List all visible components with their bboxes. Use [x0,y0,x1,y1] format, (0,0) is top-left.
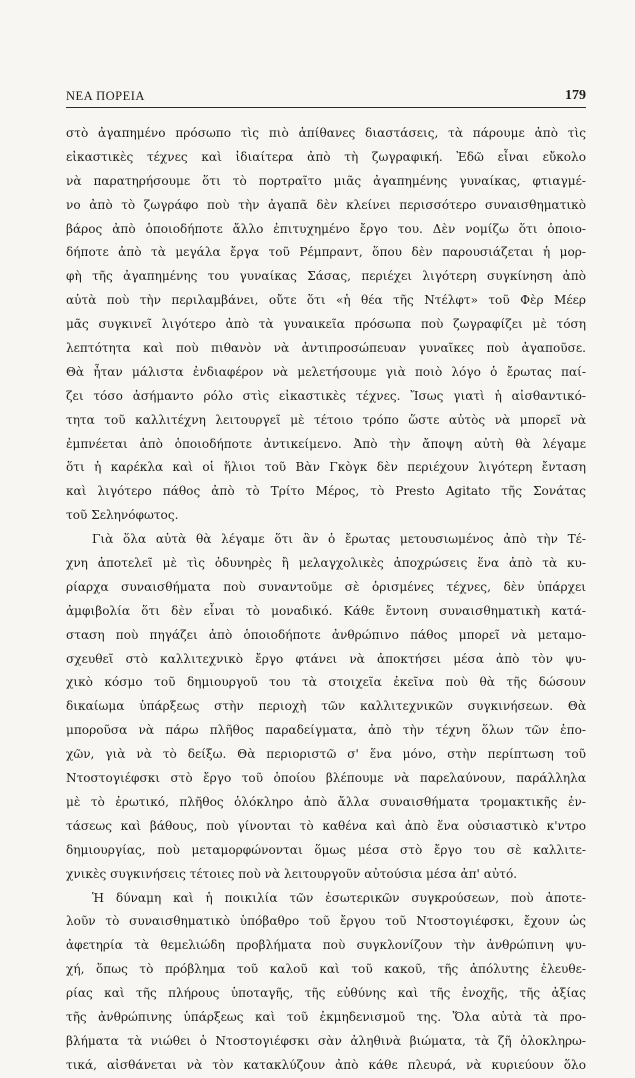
text-line: λεπτότητα καὶ ποὺ πιθανὸν νὰ ἀντιπροσώπευαν γυναῖκες ποὺ ἀγαποῦσε. [66,341,586,356]
text-line: χικὸ κόσμο τοῦ δημιουργοῦ του τὰ στοιχεῖα ἐκεῖνα ποὺ θὰ τῆς δώσουν [66,675,586,690]
text-line: χνη ἀποτελεῖ μὲ τὶς ὀδυνηρὲς ἢ μελαγχολικὲς ἀποχρώσεις ἕνα ἀπὸ τὰ κυ- [66,556,586,571]
text-line: βλήματα τὰ νιώθει ὁ Ντοστογιέφσκι σὰν ἀληθινὰ βιώματα, τὰ ζῆ ὁλοκληρω- [66,1033,586,1048]
text-line: τικά, αἰσθάνεται νὰ τὸν κατακλύζουν ἀπὸ κάθε πλευρά, νὰ κυριεύουν ὅλο [66,1057,586,1072]
text-line: ἀμφιβολία ὅτι δὲν εἶναι τὸ μοναδικό. Κάθε ἔντονη συναισθηματικὴ κατά- [66,603,586,618]
text-line: βάρος ἀπὸ ὁποιοδήποτε ἄλλο ἐπιτυχημένο ἔργο του. Δὲν νομίζω ὅτι ὁποιο- [66,221,586,236]
text-line: καὶ λιγότερο πάθος ἀπὸ τὸ Τρίτο Μέρος, τὸ Presto Agitato τῆς Σονάτας [66,484,586,499]
text-line: μποροῦσα νὰ πάρω πλῆθος παραδείγματα, ἀπὸ τὴν τέχνη ὅλων τῶν ἐπο- [66,723,586,738]
text-line: τοῦ Σεληνόφωτος. [66,508,179,523]
text-line: ρίαρχα συναισθήματα ποὺ συναντοῦμε σὲ ὁρισμένες τέχνες, δὲν ὑπάρχει [66,579,586,594]
text-line: δήποτε ἀπὸ τὰ μεγάλα ἔργα τοῦ Ρέμπραντ, ὅπου δὲν παρουσιάζεται ἡ μορ- [66,245,586,260]
text-line: φὴ τῆς ἀγαπημένης του γυναίκας Σάσας, περιέχει λιγότερη συγκίνηση ἀπὸ [66,269,586,284]
text-line: νο ἀπὸ τὸ ζωγράφο ποὺ τὴν ἀγαπᾶ δὲν κλείνει περισσότερο συναισθηματικὸ [66,197,586,212]
text-line: ζει τόσο ἀσήμαντο ρόλο στὶς εἰκαστικὲς τέχνες. Ἴσως γιατὶ ἡ αἰσθαντικό- [66,388,586,403]
text-line: τάσεως καὶ βάθους, ποὺ γίνονται τὸ καθένα καὶ ἀπὸ ἕνα οὐσιαστικὸ κ'ντρο [66,818,586,833]
text-line: στὸ ἀγαπημένο πρόσωπο τὶς πιὸ ἀπίθανες διαστάσεις, τὰ πάρουμε ἀπὸ τὶς [66,126,586,140]
text-line: Ντοστογιέφσκι στὸ ἔργο τοῦ ὁποίου βλέπουμε νὰ παρελαύνουν, παράλληλα [66,771,586,786]
body-text [66,122,586,1078]
text-line: Γιὰ ὅλα αὐτὰ θὰ λέγαμε ὅτι ἂν ὁ ἔρωτας μετουσιωμένος ἀπὸ τὴν Τέ- [92,532,586,547]
text-line: δικαίωμα ὑπάρξεως στὴν περιοχὴ τῶν καλλιτεχνικῶν συγκινήσεων. Θὰ [66,699,586,714]
text-line: δημιουργίας, ποὺ μεταμορφώνονται ὅμως μέσα στὸ ἔργο του σὲ καλλιτε- [66,842,586,857]
text-line: ρίας καὶ τῆς πλήρους ὑποταγῆς, τῆς εὐθύνης καὶ τῆς ἐνοχῆς, τῆς ἀξίας [66,986,586,1001]
page-number: 179 [565,88,586,103]
text-line: ἀφετηρία τὰ θεμελιώδη προβλήματα ποὺ συγκλονίζουν τὴν ἀνθρώπινη ψυ- [66,938,586,953]
text-line: χνικὲς συγκινήσεις τέτοιες ποὺ νὰ λειτουργοῦν αὐτούσια μέσα ἀπ' αὐτό. [66,866,518,881]
text-line: τῆς ἀνθρώπινης ὑπάρξεως καὶ τοῦ ἐκμηδενισμοῦ της. Ὅλα αὐτὰ τὰ προ- [66,1009,586,1024]
text-line: εἰκαστικὲς τέχνες καὶ ἰδιαίτερα ἀπὸ τὴ ζωγραφική. Ἐδῶ εἶναι εὔκολο [66,149,586,164]
text-line: χή, ὅπως τὸ πρόβλημα τοῦ καλοῦ καὶ τοῦ κακοῦ, τῆς ἀπόλυτης ἐλευθε- [66,962,586,977]
text-line: νὰ παρατηρήσουμε ὅτι τὸ πορτραῖτο μιᾶς ἀγαπημένης γυναίκας, φτιαγμέ- [66,173,586,188]
text-line: ἐμπνέεται ἀπὸ ὁποιοδήποτε ἀντικείμενο. Ἀπὸ τὴν ἄποψη αὐτὴ θὰ λέγαμε [66,436,586,451]
text-line: ὅτι ἡ καρέκλα καὶ οἱ ἥλιοι τοῦ Βὰν Γκὸγκ δὲν περιέχουν λιγότερη ἔνταση [66,460,586,475]
text-line: χῶν, γιὰ νὰ τὸ δείξω. Θὰ περιοριστῶ σ' ἕνα μόνο, στὴν περίπτωση τοῦ [66,747,586,762]
text-line: αὐτὰ ποὺ τὴν περιλαμβάνει, οὔτε ὅτι «ἡ θέα τῆς Ντέλφτ» τοῦ Φὲρ Μέερ [66,293,586,308]
journal-title: ΝΕΑ ΠΟΡΕΙΑ [66,89,145,103]
text-line: Ἡ δύναμη καὶ ἡ ποικιλία τῶν ἐσωτερικῶν συγκρούσεων, ποὺ ἀποτε- [92,890,586,905]
running-header [66,87,586,108]
text-line: Θὰ ἦταν μάλιστα ἐνδιαφέρον νὰ μελετήσουμε γιὰ ποιὸ λόγο ὁ ἔρωτας παί- [66,364,586,379]
text-line: τητα τοῦ καλλιτέχνη λειτουργεῖ μὲ τέτοιο τρόπο ὥστε αὐτὸς νὰ μπορεῖ νὰ [66,412,586,427]
text-line: μᾶς συγκινεῖ λιγότερο ἀπὸ τὰ γυναικεῖα πρόσωπα ποὺ ζωγραφίζει μὲ τόση [66,317,586,332]
text-line: λοῦν τὸ συναισθηματικὸ ὑπόβαθρο τοῦ ἔργου τοῦ Ντοστογιέφσκι, ἔχουν ὡς [66,914,586,929]
text-line: μὲ τὸ ἐρωτικό, πλῆθος ὁλόκληρο ἀπὸ ἄλλα συναισθήματα τρομακτικῆς ἐν- [66,794,586,809]
text-line: σταση ποὺ πηγάζει ἀπὸ ὁποιοδήποτε ἀνθρώπινο πάθος μπορεῖ νὰ μεταμο- [66,627,586,642]
text-line: σχευθεῖ στὸ καλλιτεχνικὸ ἔργο φτάνει νὰ ἀποκτήσει μέσα ἀπὸ τὸν ψυ- [66,651,586,666]
